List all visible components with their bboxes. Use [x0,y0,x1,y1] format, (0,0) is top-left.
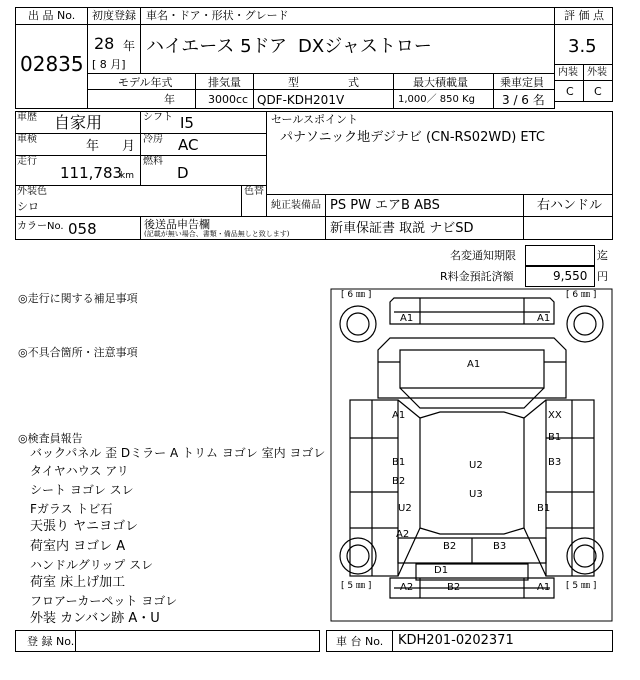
mark-left-fender: A1 [392,410,406,421]
mark-rear-bumper-mid: B2 [447,582,461,593]
equipment: PS PW エアB ABS [330,198,440,213]
color-change-label: 色替 [244,186,264,197]
exterior-grade: C [594,85,602,98]
mark-right-mirror: B1 [548,432,562,443]
remark-line: 天張り ヤニヨゴレ [30,519,139,534]
deadline-label: 名変通知期限 [450,249,516,262]
chassis-no: KDH201-0202371 [398,633,514,648]
inspection-month: 月 [122,139,136,154]
capacity-label: 乗車定員 [500,76,544,89]
mark-rear-right: B3 [493,541,507,552]
color-no-label: カラーNo. [17,221,64,232]
vehicle-diagram [330,288,613,622]
lot-no-label: 出 品 No. [28,9,76,22]
max-load: 1,000／ 850 Kg [398,94,475,105]
remark-line: シート ヨゴレ スレ [30,483,134,497]
mark-left-rear1: U2 [398,503,412,514]
sales-point-label: セールスポイント [271,113,359,126]
grade: DXジャストロー [298,36,432,57]
exterior-label: 外装 [587,67,607,78]
model-year-label: モデル年式 [118,76,173,89]
remark-line: Fガラス トビ石 [30,502,113,516]
lot-no: 02835 [20,52,84,76]
deadline-unit: 迄 [597,249,608,262]
type-code: QDF-KDH201V [257,93,345,107]
model-name: ハイエース 5ドア [146,36,288,57]
first-reg-label: 初度登録 [92,9,136,22]
tire-bottom-right: [ 5 ㎜ ] [566,581,597,591]
interior-label: 内装 [558,67,578,78]
deadline-value [525,245,595,266]
mark-rear-bumper-left: A2 [400,582,414,593]
remark-line: バックパネル 歪 Dミラー A トリム ヨゴレ 室内 ヨゴレ [30,446,326,460]
first-reg-year-unit: 年 [123,39,136,53]
remark-line: 荷室 床上げ加工 [30,575,126,590]
mark-back-door: D1 [434,565,449,576]
mark-right-fender: XX [548,410,562,421]
chassis-label: 車 台 No. [336,635,384,648]
sales-point: パナソニック地デジナビ (CN-RS02WD) ETC [280,130,545,145]
model-year-unit: 年 [164,93,175,106]
docs-items: 新車保証書 取説 ナビSD [330,221,474,236]
mark-rear-left: B2 [443,541,457,552]
max-load-label: 最大積載量 [413,76,468,89]
color: シロ [17,200,39,213]
color-box [15,185,267,217]
inspector-label: ◎検査員報告 [18,432,83,445]
tire-top-left: [ 6 ㎜ ] [341,290,372,300]
mileage-unit: km [120,171,134,181]
model-label: 車名・ドア・形状・グレード [146,9,289,22]
recycle-label: R料金預託済額 [440,270,514,283]
reg-no-label: 登 録 No. [27,635,75,648]
score: 3.5 [568,36,597,57]
defects-label: ◎不具合箇所・注意事項 [18,346,138,359]
color-no: 058 [68,220,97,238]
mark-front-right: A1 [537,313,551,324]
mileage-label: 走行 [17,156,37,167]
color-label: 外装色 [17,186,47,197]
remark-line: タイヤハウス アリ [30,464,129,478]
details-grid [15,111,267,186]
displacement-unit: cc [236,93,249,106]
fuel-label: 燃料 [143,156,163,167]
remark-line: 荷室内 ヨゴレ A [30,539,126,554]
ac: AC [178,136,199,154]
remark-line: ハンドルグリップ スレ [30,558,154,572]
recycle-amount: 9,550 [553,269,588,283]
mark-left-door1: B1 [392,457,406,468]
ac-label: 冷房 [143,134,163,145]
mark-hood: A1 [467,359,481,370]
displacement: 3000 [208,93,236,106]
inspection-year: 年 [86,139,100,154]
mark-right-door1: B3 [548,457,562,468]
first-reg-year: 28 [94,34,115,53]
mark-right-rear: B1 [537,503,551,514]
mark-roof2: U3 [469,489,483,500]
mark-left-door2: B2 [392,476,406,487]
recycle-unit: 円 [597,270,608,283]
mark-roof1: U2 [469,460,483,471]
mark-rear-bumper-right: A1 [537,582,551,593]
capacity: 3 / 6 名 [502,93,545,107]
type-label2: 式 [348,76,359,89]
history: 自家用 [54,113,103,132]
shift-label: シフト [143,112,173,123]
shift: I5 [180,114,194,132]
tire-bottom-left: [ 5 ㎜ ] [341,581,372,591]
mileage: 111,783 [60,164,123,182]
steering: 右ハンドル [537,198,603,213]
interior-grade: C [566,85,574,98]
docs-note: (記載が無い場合、書類・備品無しと致します) [144,230,290,238]
remark-line: フロアーカーペット ヨゴレ [30,594,178,608]
inspection-label: 車検 [17,134,37,145]
history-label: 車歴 [17,112,37,123]
type-label: 型 [288,76,299,89]
driving-remarks-label: ◎走行に関する補足事項 [18,292,138,305]
mark-left-rear2: A2 [396,529,410,540]
remark-line: 外装 カンバン跡 A・U [30,611,160,626]
docs-label: 後送品申告欄 [144,218,210,231]
displacement-label: 排気量 [208,76,241,89]
tire-top-right: [ 6 ㎜ ] [566,290,597,300]
mark-front-left: A1 [400,313,414,324]
equipment-label: 純正装備品 [271,200,321,211]
fuel: D [177,164,189,182]
first-reg-month: [ 8 月] [92,58,126,71]
score-label: 評 価 点 [564,9,604,22]
